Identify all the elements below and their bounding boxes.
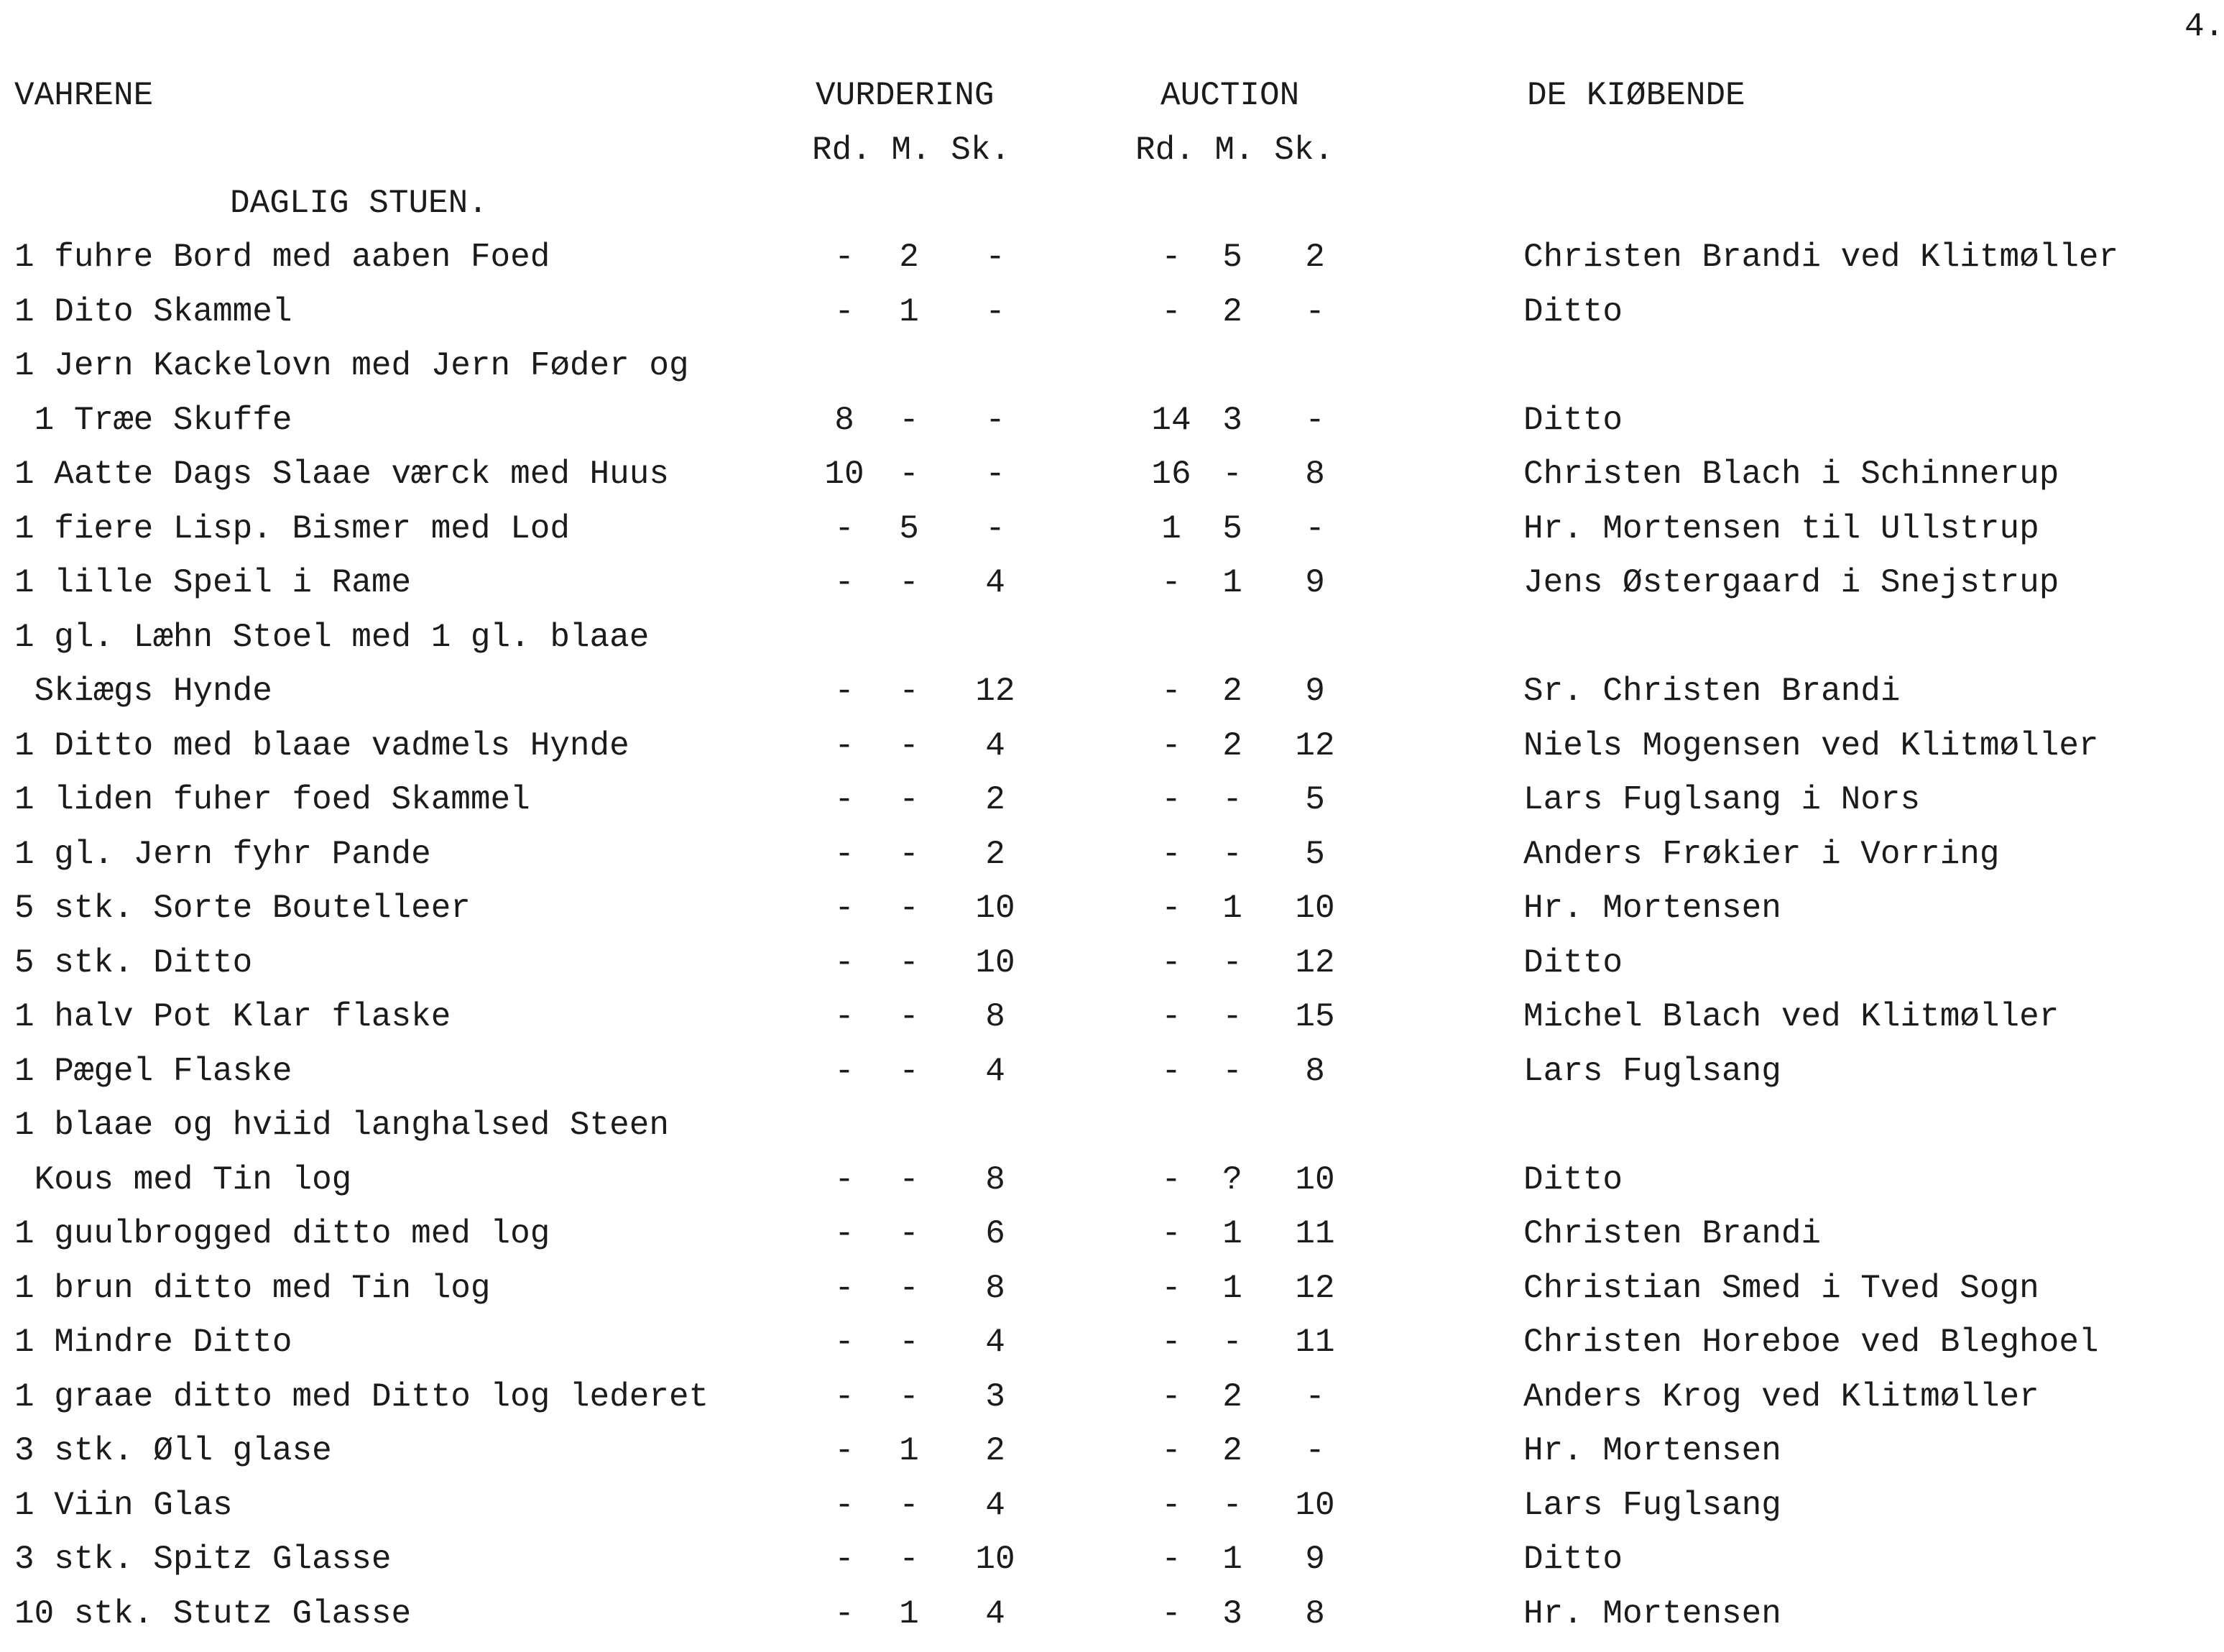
valuation-rd: - xyxy=(834,1269,854,1307)
auction-rd: - xyxy=(1161,943,1181,982)
valuation-m: 1 xyxy=(899,1432,919,1469)
valuation-sk: 4 xyxy=(985,1595,1005,1633)
table-row xyxy=(0,675,2216,729)
auction-sk: 12 xyxy=(1295,726,1335,765)
auction-m: 5 xyxy=(1222,509,1242,548)
valuation-sk: 10 xyxy=(975,890,1015,927)
auction-rd: 16 xyxy=(1151,456,1191,493)
item-description: 1 Jern Kackelovn med Jern Føder og xyxy=(14,347,689,384)
valuation-m: - xyxy=(899,1215,919,1252)
item-description: 1 fiere Lisp. Bismer med Lod xyxy=(14,509,570,548)
valuation-sk: 4 xyxy=(985,564,1005,601)
buyer-name: Hr. Mortensen til Ullstrup xyxy=(1523,509,2039,548)
item-description: 1 Dito Skammel xyxy=(14,292,292,331)
auction-sk: - xyxy=(1305,1432,1325,1469)
valuation-rd: - xyxy=(834,998,854,1035)
item-description: 1 gl. Læhn Stoel med 1 gl. blaae xyxy=(14,618,650,656)
buyer-name: Christen Brandi xyxy=(1523,1215,1822,1252)
table-row xyxy=(0,1543,2216,1597)
buyer-name: Lars Fuglsang i Nors xyxy=(1523,781,1921,818)
table-row xyxy=(0,1486,2216,1543)
item-description: Kous med Tin log xyxy=(14,1160,352,1199)
auction-sk: - xyxy=(1305,292,1325,331)
valuation-m: - xyxy=(899,1269,919,1307)
auction-m: ? xyxy=(1222,1160,1242,1199)
auction-sk: 5 xyxy=(1305,781,1325,818)
valuation-m: - xyxy=(899,673,919,710)
item-description: 1 lille Speil i Rame xyxy=(14,564,412,601)
auction-sk: 8 xyxy=(1305,456,1325,493)
auction-sk: 11 xyxy=(1295,1215,1335,1252)
auction-units: Rd. M. Sk. xyxy=(1135,131,1334,169)
table-row xyxy=(0,1217,2216,1272)
table-row xyxy=(0,401,2216,458)
valuation-sk: - xyxy=(985,239,1005,276)
auction-sk: 8 xyxy=(1305,1595,1325,1633)
auction-sk: 12 xyxy=(1295,943,1335,982)
item-description: 1 gl. Jern fyhr Pande xyxy=(14,835,431,873)
valuation-m: - xyxy=(899,456,919,493)
buyer-name: Anders Frøkier i Vorring xyxy=(1523,835,2000,873)
buyer-name: Hr. Mortensen xyxy=(1523,1595,1781,1633)
auction-rd: - xyxy=(1161,1215,1181,1252)
buyer-name: Ditto xyxy=(1523,1160,1623,1199)
auction-rd: - xyxy=(1161,673,1181,710)
buyer-name: Jens Østergaard i Snejstrup xyxy=(1523,564,2059,601)
auction-sk: 9 xyxy=(1305,564,1325,601)
item-description: 1 fuhre Bord med aaben Foed xyxy=(14,239,550,276)
item-description: 1 brun ditto med Tin log xyxy=(14,1269,491,1307)
auction-m: 3 xyxy=(1222,1595,1242,1633)
valuation-sk: 8 xyxy=(985,998,1005,1035)
valuation-sk: 2 xyxy=(985,781,1005,818)
auction-m: - xyxy=(1222,1052,1242,1090)
auction-m: 1 xyxy=(1222,1541,1242,1578)
auction-rd: - xyxy=(1161,1052,1181,1090)
valuation-sk: 4 xyxy=(985,1324,1005,1361)
valuation-sk: 10 xyxy=(975,943,1015,982)
auction-rd: - xyxy=(1161,1541,1181,1578)
auction-rd: - xyxy=(1161,564,1181,601)
auction-sk: 10 xyxy=(1295,1486,1335,1524)
item-description: 1 Aatte Dags Slaae værck med Huus xyxy=(14,456,669,493)
item-description: 1 blaae og hviid langhalsed Steen xyxy=(14,1107,669,1144)
buyer-name: Niels Mogensen ved Klitmøller xyxy=(1523,726,2099,765)
auction-rd: - xyxy=(1161,781,1181,818)
valuation-sk: 12 xyxy=(975,673,1015,710)
valuation-m: - xyxy=(899,1378,919,1416)
valuation-sk: - xyxy=(985,509,1005,548)
table-row xyxy=(0,1052,2216,1109)
buyer-name: Lars Fuglsang xyxy=(1523,1052,1781,1090)
item-description: 1 Mindre Ditto xyxy=(14,1324,292,1361)
table-row xyxy=(0,458,2216,512)
auction-rd: - xyxy=(1161,1160,1181,1199)
valuation-m: - xyxy=(899,564,919,601)
valuation-rd: - xyxy=(834,726,854,765)
header-buyers: DE KIØBENDE xyxy=(1527,77,1745,114)
table-row xyxy=(0,726,2216,784)
table-row xyxy=(0,566,2216,621)
item-description: 1 Træe Skuffe xyxy=(14,401,292,439)
valuation-sk: 8 xyxy=(985,1160,1005,1199)
valuation-rd: - xyxy=(834,1160,854,1199)
auction-m: 1 xyxy=(1222,1215,1242,1252)
auction-m: 3 xyxy=(1222,401,1242,439)
table-row xyxy=(0,783,2216,838)
valuation-rd: - xyxy=(834,1486,854,1524)
auction-m: 1 xyxy=(1222,890,1242,927)
auction-sk: 12 xyxy=(1295,1269,1335,1307)
table-row xyxy=(0,1326,2216,1380)
auction-sk: 11 xyxy=(1295,1324,1335,1361)
valuation-rd: - xyxy=(834,673,854,710)
table-row xyxy=(0,1434,2216,1489)
item-description: 3 stk. Øll glase xyxy=(14,1432,332,1469)
header-valuation: VURDERING xyxy=(816,77,995,114)
table-row xyxy=(0,1380,2216,1435)
valuation-sk: 10 xyxy=(975,1541,1015,1578)
auction-sk: - xyxy=(1305,401,1325,439)
valuation-rd: - xyxy=(834,1215,854,1252)
valuation-rd: - xyxy=(834,1324,854,1361)
valuation-m: - xyxy=(899,1052,919,1090)
table-row xyxy=(0,943,2216,1001)
valuation-sk: 6 xyxy=(985,1215,1005,1252)
valuation-sk: 2 xyxy=(985,1432,1005,1469)
valuation-m: - xyxy=(899,1324,919,1361)
section-title: DAGLIG STUEN. xyxy=(230,185,488,222)
buyer-name: Ditto xyxy=(1523,1541,1623,1578)
valuation-rd: - xyxy=(834,890,854,927)
buyer-name: Christen Blach i Schinnerup xyxy=(1523,456,2059,493)
buyer-name: Christen Brandi ved Klitmøller xyxy=(1523,239,2119,276)
item-description: 1 graae ditto med Ditto log lederet xyxy=(14,1378,709,1416)
auction-rd: - xyxy=(1161,1432,1181,1469)
buyer-name: Ditto xyxy=(1523,943,1623,982)
table-row xyxy=(0,892,2216,946)
auction-m: 2 xyxy=(1222,1378,1242,1416)
auction-rd: - xyxy=(1161,998,1181,1035)
auction-rd: 14 xyxy=(1151,401,1191,439)
valuation-rd: - xyxy=(834,835,854,873)
auction-rd: 1 xyxy=(1161,509,1181,548)
page-number: 4. xyxy=(2184,8,2224,45)
auction-sk: 5 xyxy=(1305,835,1325,873)
valuation-sk: 4 xyxy=(985,1052,1005,1090)
auction-rd: - xyxy=(1161,292,1181,331)
auction-sk: 2 xyxy=(1305,239,1325,276)
auction-sk: 8 xyxy=(1305,1052,1325,1090)
valuation-rd: 8 xyxy=(834,401,854,439)
buyer-name: Christian Smed i Tved Sogn xyxy=(1523,1269,2039,1307)
buyer-name: Ditto xyxy=(1523,401,1623,439)
auction-m: - xyxy=(1222,998,1242,1035)
valuation-rd: - xyxy=(834,1432,854,1469)
buyer-name: Ditto xyxy=(1523,292,1623,331)
table-row xyxy=(0,1109,2216,1163)
auction-m: 1 xyxy=(1222,1269,1242,1307)
auction-sk: - xyxy=(1305,509,1325,548)
auction-sk: - xyxy=(1305,1378,1325,1416)
table-row xyxy=(0,1597,2216,1652)
item-description: Skiægs Hynde xyxy=(14,673,272,710)
valuation-m: 2 xyxy=(899,239,919,276)
buyer-name: Sr. Christen Brandi xyxy=(1523,673,1901,710)
buyer-name: Michel Blach ved Klitmøller xyxy=(1523,998,2059,1035)
item-description: 10 stk. Stutz Glasse xyxy=(14,1595,412,1633)
valuation-m: - xyxy=(899,781,919,818)
item-description: 3 stk. Spitz Glasse xyxy=(14,1541,392,1578)
auction-m: 2 xyxy=(1222,292,1242,331)
buyer-name: Lars Fuglsang xyxy=(1523,1486,1781,1524)
auction-m: - xyxy=(1222,835,1242,873)
valuation-rd: - xyxy=(834,1378,854,1416)
auction-rd: - xyxy=(1161,835,1181,873)
buyer-name: Christen Horeboe ved Bleghoel xyxy=(1523,1324,2099,1361)
valuation-sk: - xyxy=(985,292,1005,331)
valuation-sk: 8 xyxy=(985,1269,1005,1307)
buyer-name: Anders Krog ved Klitmøller xyxy=(1523,1378,2039,1416)
valuation-m: 1 xyxy=(899,292,919,331)
table-row xyxy=(0,349,2216,404)
valuation-sk: - xyxy=(985,401,1005,439)
valuation-rd: - xyxy=(834,1052,854,1090)
table-row xyxy=(0,509,2216,567)
auction-rd: - xyxy=(1161,726,1181,765)
item-description: 1 Viin Glas xyxy=(14,1486,233,1524)
valuation-rd: - xyxy=(834,1541,854,1578)
valuation-m: - xyxy=(899,1541,919,1578)
valuation-sk: 2 xyxy=(985,835,1005,873)
auction-sk: 9 xyxy=(1305,1541,1325,1578)
valuation-rd: - xyxy=(834,292,854,331)
buyer-name: Hr. Mortensen xyxy=(1523,890,1781,927)
table-row xyxy=(0,835,2216,892)
valuation-rd: - xyxy=(834,781,854,818)
auction-m: 2 xyxy=(1222,673,1242,710)
table-row xyxy=(0,241,2216,295)
table-row xyxy=(0,618,2216,675)
valuation-m: - xyxy=(899,1486,919,1524)
auction-sk: 15 xyxy=(1295,998,1335,1035)
auction-m: - xyxy=(1222,1324,1242,1361)
table-row xyxy=(0,1160,2216,1218)
valuation-m: - xyxy=(899,1160,919,1199)
valuation-m: - xyxy=(899,890,919,927)
item-description: 1 Ditto med blaae vadmels Hynde xyxy=(14,726,629,765)
valuation-m: - xyxy=(899,835,919,873)
valuation-m: - xyxy=(899,943,919,982)
valuation-rd: 10 xyxy=(824,456,864,493)
valuation-rd: - xyxy=(834,943,854,982)
valuation-rd: - xyxy=(834,239,854,276)
table-row xyxy=(0,1269,2216,1326)
valuation-units: Rd. M. Sk. xyxy=(812,131,1011,169)
auction-sk: 10 xyxy=(1295,1160,1335,1199)
auction-sk: 10 xyxy=(1295,890,1335,927)
header-wares: VAHRENE xyxy=(14,77,154,114)
item-description: 1 Pægel Flaske xyxy=(14,1052,292,1090)
table-row xyxy=(0,1000,2216,1055)
auction-m: - xyxy=(1222,781,1242,818)
valuation-sk: 4 xyxy=(985,1486,1005,1524)
item-description: 5 stk. Sorte Boutelleer xyxy=(14,890,471,927)
valuation-rd: - xyxy=(834,1595,854,1633)
auction-m: - xyxy=(1222,1486,1242,1524)
valuation-m: - xyxy=(899,401,919,439)
valuation-rd: - xyxy=(834,564,854,601)
auction-rd: - xyxy=(1161,239,1181,276)
auction-rd: - xyxy=(1161,1595,1181,1633)
auction-m: 1 xyxy=(1222,564,1242,601)
item-description: 1 liden fuher foed Skammel xyxy=(14,781,530,818)
auction-rd: - xyxy=(1161,1324,1181,1361)
auction-rd: - xyxy=(1161,1378,1181,1416)
auction-m: - xyxy=(1222,456,1242,493)
auction-rd: - xyxy=(1161,1269,1181,1307)
auction-m: - xyxy=(1222,943,1242,982)
buyer-name: Hr. Mortensen xyxy=(1523,1432,1781,1469)
auction-m: 2 xyxy=(1222,726,1242,765)
valuation-sk: 3 xyxy=(985,1378,1005,1416)
valuation-rd: - xyxy=(834,509,854,548)
valuation-sk: 4 xyxy=(985,726,1005,765)
header-auction: AUCTION xyxy=(1161,77,1300,114)
auction-m: 2 xyxy=(1222,1432,1242,1469)
auction-sk: 9 xyxy=(1305,673,1325,710)
table-row xyxy=(0,292,2216,350)
item-description: 5 stk. Ditto xyxy=(14,943,253,982)
valuation-sk: - xyxy=(985,456,1005,493)
auction-rd: - xyxy=(1161,890,1181,927)
item-description: 1 halv Pot Klar flaske xyxy=(14,998,451,1035)
auction-rd: - xyxy=(1161,1486,1181,1524)
auction-m: 5 xyxy=(1222,239,1242,276)
valuation-m: 5 xyxy=(899,509,919,548)
valuation-m: 1 xyxy=(899,1595,919,1633)
valuation-m: - xyxy=(899,726,919,765)
item-description: 1 guulbrogged ditto med log xyxy=(14,1215,550,1252)
valuation-m: - xyxy=(899,998,919,1035)
